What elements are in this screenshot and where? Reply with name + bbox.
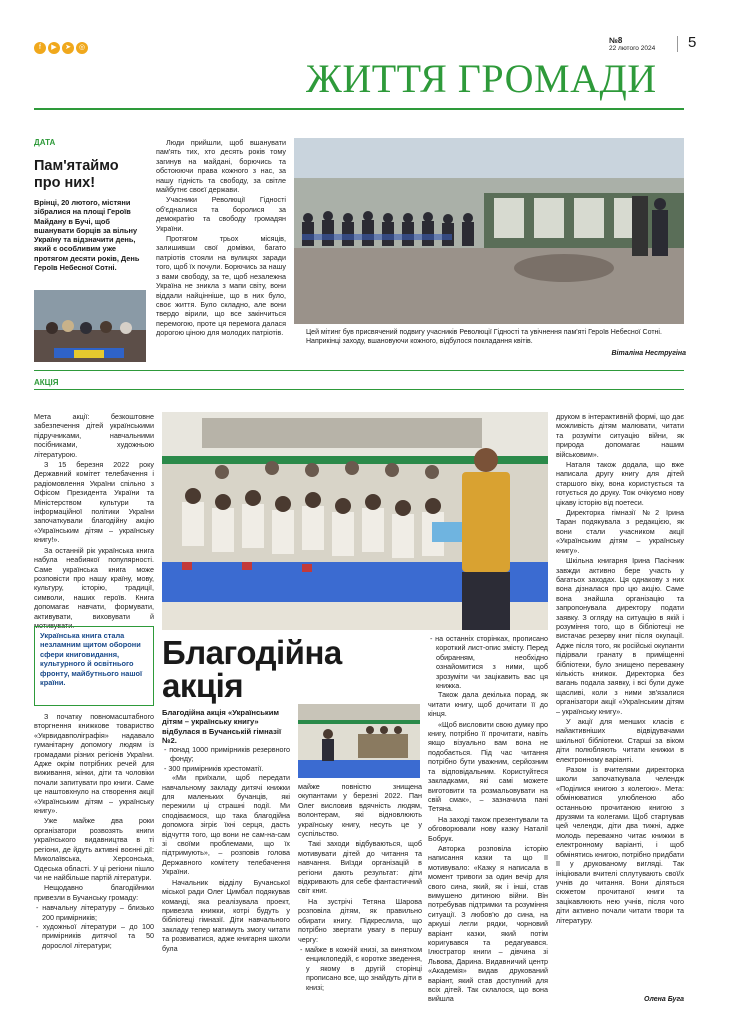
rally-photo (294, 138, 684, 324)
paragraph: Люди прийшли, щоб вшанувати пам'ять тих, хто десять років тому загинув на майдані, борючись та обстоюючи права кожного з нас, за нашу гідність та свободу, за світле майбутнє своєї держави. (156, 138, 286, 195)
section-title: ЖИТТЯ ГРОМАДИ (306, 56, 657, 101)
paragraph: майже повністю знищена окупантами у березні 2022. Пан Олег висловив вдячність людям, волонтерам, які відновлюють українську книгу, несуть це у суспільство. (298, 782, 422, 839)
issue-date: 22 лютого 2024 (609, 45, 656, 52)
list-item-text: майже в кожній книзі, за винятком енциклопедій, є коротке зведення, у якому в другій сторінці прописано все, що знайдуть діти в книзі; (305, 944, 423, 992)
bullet-dash: - (36, 921, 43, 931)
list-item (298, 945, 422, 992)
bullet-dash: - (430, 634, 436, 643)
paragraph: Нещодавно благодійники привезли в Бучанську громаду: (34, 883, 154, 902)
paragraph: «Щоб висловити свою думку про книгу, потрібно її прочитати, навіть якщо візуально вам вона не подобається. Під час читання потрібно бути уважним, серйозним та відповідальним. Користуйтеся закладками, які самі можете виготовити та розмальовувати на свій смак», – зазначила пані Тетяна. (428, 719, 548, 814)
paragraph: Учасники Революції Гідності об'єдналися та боролися за демократію та свободу громадян України. (156, 195, 286, 233)
article-headline: Пам'ятаймо про них! (34, 158, 119, 191)
issue-number: №8 (609, 36, 623, 45)
paragraph: З початку повномасштабного вторгнення книжкове товариство «Укрвидавполіграфія» надавало гуманітарну допомогу людям із громадами різних регіонів України. Адже окрім потрібних речей для виживання, жінки, діти та чоловіки почали запитувати про книги. Саме це наштовхнуло на створення акції «Українським дітям – українську книгу». (34, 712, 154, 816)
list-item (162, 764, 290, 773)
bullet-dash: - (36, 903, 43, 913)
list-item (34, 922, 154, 950)
section-rule (34, 370, 684, 371)
paragraph: Авторка розповіла історію написання казки та що її мотивувало: «Казку я написала в момент тривоги за один вечір для свого сина, який, як і інші, став вимушено дитиною війни. Він потребував підтримки та розуміння ситуації. З любов'ю до сина, на аркуші легли рядки, чорновий варіант казки, який потім коригувався та редагувався. Ілюстратор книги – дівчина зі Львова, Дарина. Видавничий центр «Академія» видав друкований варіант, який став доступний для всіх дітей. Так склалося, що вона вийшла (428, 843, 548, 1004)
list-item-text: понад 1000 примірників резервного фонду; (169, 745, 290, 764)
paragraph: «Ми приїхали, щоб передати навчальному закладу дитячі книжки для маленьких бучанців, які пережили ці страшні події. Ми сподіваємося, що така благодійна допомога зігріє їхні серця, дасть відчуття того, що вони не сам-на-сам зі своїми проблемами, що їх підтримують», – розповів голова Державного комітету телебачення України. (162, 773, 290, 877)
list-item (162, 745, 290, 764)
list-item-text: художньої літератури – до 100 примірників дитячої та 50 дорослої літератури; (42, 921, 155, 950)
page-number: 5 (688, 34, 697, 51)
list-item-text: 300 примірників хрестоматії. (168, 763, 264, 773)
facebook-icon[interactable]: f (34, 42, 46, 54)
photo-caption: Цей мітинг був присвячений подвигу учасників Революції Гідності та увічнення пам'яті Героїв Небесної Сотні. Наприкінці заходу, вшановуючи кожного, відбулося покладання квітів. (306, 329, 662, 346)
big-title: Благодійна акція (162, 634, 342, 704)
section-rule-short (34, 389, 684, 390)
presentation-photo (298, 704, 420, 778)
list-item (34, 903, 154, 922)
paragraph: Уже майже два роки організатори розвозять книги українського видавництва в ті регіони, де йдуть активні воєнні дії: Миколаївська, Херсонська, Одеська області. У ці регіони пішло чи не найбільше партій літератури. (34, 816, 154, 882)
bullet-dash: - (300, 944, 306, 954)
paragraph: За останній рік українська книга набула неабиякої популярності. Саме українська книга може розповісти про нашу країну, мову, культуру, історію, традиції, символи, наших героїв. Книга допомагає навчати, формувати, активувати, виховувати й мотивувати. (34, 545, 154, 630)
paragraph: На заході також презентували та обговорювали нову казку Наталії Бобрук. (428, 814, 548, 843)
paragraph: Начальник відділу Бучанської міської ради Олег Цимбал подякував команді, яка реалізувала проект, привезла книжки, котрі будуть у бібліотеці гімназії. Діти навчального закладу тепер матимуть змогу читати та розвиватися, адже книгарня школи була (162, 877, 290, 953)
col1-text (34, 412, 154, 631)
list-item (428, 634, 548, 690)
header-divider (677, 36, 678, 52)
data-body-text (156, 138, 286, 339)
paragraph: Шкільна книгарня Ірина Пасічник завжди активно бере участь у багатьох заходах. Ця однакову з них вона дізналася про цю акцію. Саме вона знайшла організацію та запропонувала директору подати заявку. З огляду на ситуацію в якій і розуміння того, що в бібліотеці не вистачає резерву книг після окупації. Адже після того, як російські окупанти підірвали гранату в приміщенні бібліотеки, було знищено переважну кількість книжок. Директорка без вагань подала заявку, і всі були дуже щасливі, коли з ними зв'язалися організатори акції «Українським дітям – українську книгу». (556, 556, 684, 716)
paragraph: Наталя також додала, що вже написала другу книгу для дітей старшого віку, вона користується та готується до друку. Тож очікуємо нову цікаву історію від поетеси. (556, 460, 684, 507)
paragraph: На зустрічі Тетяна Шарова розповіла дітям, як правильно обирати книгу. Підкреслила, що потрібно звертати увагу в першу чергу: (298, 896, 422, 944)
col3-text (298, 782, 422, 992)
col2-text (162, 745, 290, 954)
quote-text: Українська книга стала незламним щитом оборони сфери книговидання, культурного й освітнього фронту, майбутнього нашої країни. (40, 631, 143, 688)
bullet-dash: - (164, 763, 169, 773)
paragraph: друком в інтерактивній формі, що дає можливість дітям малювати, читати та розуміти ситуацію війни, як природа допомагає нашим військовим». (556, 412, 684, 459)
paragraph: З 15 березня 2022 року Державний комітет телебачення і радіомовлення України спільно з Офісом Президента України та Міністерством культури та інформаційної політики України започаткували благодійну акцію «Українським дітям – українську книгу!». (34, 460, 154, 545)
sub-title: Благодійна акція «Українським дітям – українську книгу» відбулася в Бучанській гімназії №2. (162, 708, 282, 746)
header-rule (34, 108, 684, 110)
paragraph: Протягом трьох місяців, залишивши свої домівки, багато патріотів стояли на вулицях заради того, щоб їх почули. Борючись за нашу з вами свободу, за те, щоб незалежна Україна не зникла з мапи світу, вони віддали найцінніше, що в них було, своє життя. Було складно, але вони твердо вірили, що все закінчиться перемогою, проте ця перемога далася дорогою ціною для молодих патріотів. (156, 234, 286, 338)
col3b-text (428, 634, 548, 1005)
article-lead: Врінці, 20 лютого, містяни зібралися на площі Героїв Майдану в Бучі, щоб вшанувати борців за вільну Україну та відзначити день, який є особливим уже протягом десяти років, День Героїв Небесної Сотні. (34, 198, 140, 273)
paragraph: Разом із вчителями директорка школи започаткувала челендж «Поділися книгою з колегою». Мета: обмінюватися улюбленою або останньою прочитаною книгою з друзями та колегами. Щоб стартував цей челендж, діти два тижні, адже молодь переважно читає книжки в електронному варіанті, і щоб обмінятись книгою, потрібно придбати її у друкованому вигляді. Так ініціювали вчителі сплутувають свої/х учнів до читання. Вони діляться сюжетом прочитаної книги та зацікавлюють нею учнів, після чого діти активно почали читати твори та літературу. (556, 765, 684, 925)
col1-after-text (34, 712, 154, 950)
list-item-text: на останніх сторінках, прописано короткий лист-опис змісту. Перед обиранням, необхідно ознайомитися з ними, щоб зрозуміти чи зацікавить вас ця книжка. (435, 634, 548, 691)
social-icons (34, 36, 90, 54)
section-tag-action: АКЦІЯ (34, 378, 59, 387)
section-tag-data: ДАТА (34, 138, 56, 147)
telegram-icon[interactable]: ➤ (62, 42, 74, 54)
paragraph: Також дала декілька порад, як читати книгу, щоб дочитати її до кінця. (428, 690, 548, 719)
small-rally-photo (34, 290, 146, 362)
list-item-text: навчальну літературу – близько 200 примірників; (42, 903, 154, 922)
instagram-icon[interactable]: ◎ (76, 42, 88, 54)
quote-box (34, 626, 154, 706)
paragraph: У акції для менших класів є найактивніших відвідувачами шкільної бібліотеки. Старші за віком діти полюбляють читати книжки в електронному варіанті. (556, 717, 684, 764)
paragraph: Директорка гімназії №2 Ірина Таран подякувала з редакцією, як вони стали учасником акції «Українським дітям – українську книгу». (556, 508, 684, 555)
author-credit: Олена Буга (644, 996, 684, 1003)
paragraph: Мета акції: безкоштовне забезпечення дітей українськими підручниками, навчальними посібниками, художньою літературою. (34, 412, 154, 459)
gymnasium-photo (162, 412, 548, 630)
paragraph: Такі заходи відбуваються, щоб мотивувати дітей до читання та навчання. Виїзди організацій в регіони дають результат: діти відкривають для себе фантастичний світ книг. (298, 839, 422, 896)
col4-text (556, 412, 684, 926)
bullet-dash: - (164, 745, 170, 754)
photo-credit: Віталіна Нестругіна (611, 350, 686, 357)
youtube-icon[interactable]: ▶ (48, 42, 60, 54)
